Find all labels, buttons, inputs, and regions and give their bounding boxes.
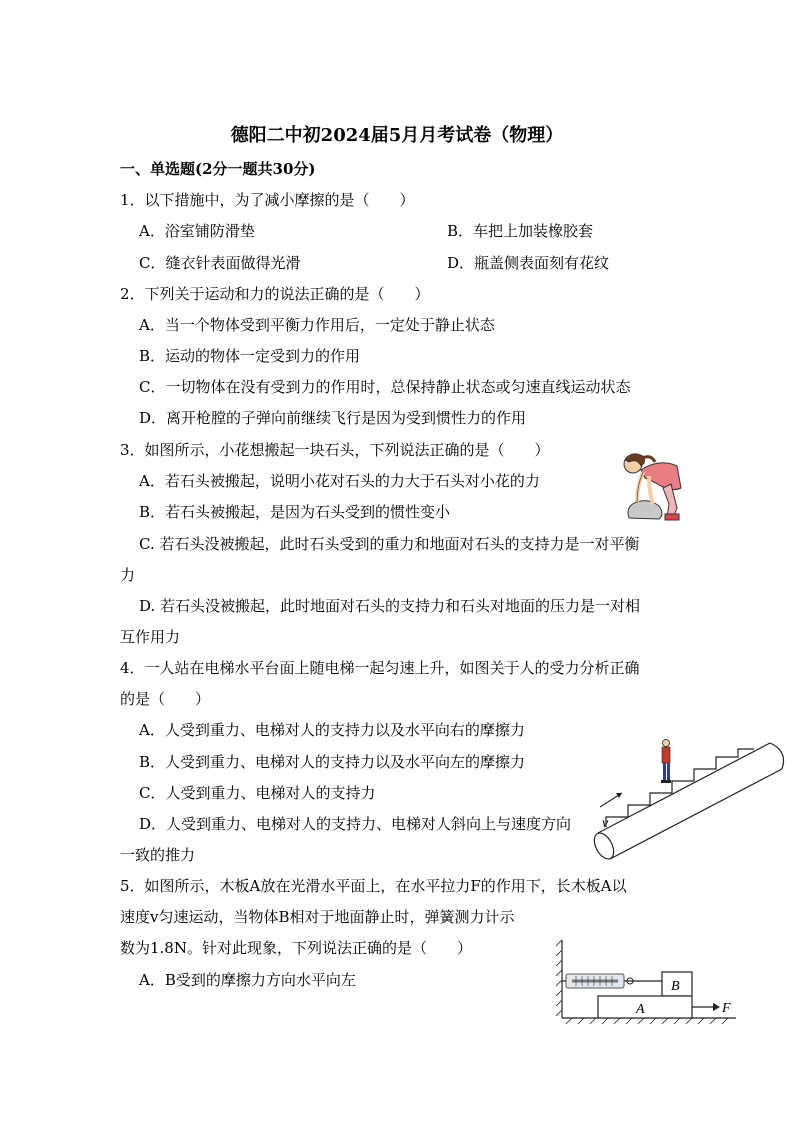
q5-stem-continued-2: 数为1.8N。针对此现象，下列说法正确的是（ ） bbox=[120, 939, 472, 957]
board-a-label: A bbox=[636, 1002, 645, 1017]
q5-stem-continued-1: 速度v匀速运动，当物体B相对于地面静止时，弹簧测力计示 bbox=[120, 908, 515, 926]
q2-option-c[interactable]: C．一切物体在没有受到力的作用时，总保持静止状态或匀速直线运动状态 bbox=[139, 378, 631, 396]
q2-stem: 2．下列关于运动和力的说法正确的是（ ） bbox=[120, 285, 430, 303]
q3-option-d-continued: 互作用力 bbox=[120, 628, 181, 646]
q3-stem: 3．如图所示，小花想搬起一块石头，下列说法正确的是（ ） bbox=[120, 441, 550, 459]
q4-stem: 4．一人站在电梯水平台面上随电梯一起匀速上升，如图关于人的受力分析正确 bbox=[120, 659, 640, 677]
q2-option-b[interactable]: B．运动的物体一定受到力的作用 bbox=[139, 347, 361, 365]
girl-lifting-stone-figure bbox=[615, 448, 687, 524]
q4-option-b[interactable]: B．人受到重力、电梯对人的支持力以及水平向左的摩擦力 bbox=[139, 753, 526, 771]
q5-option-a[interactable]: A．B受到的摩擦力方向水平向左 bbox=[139, 971, 356, 989]
q3-option-c-continued: 力 bbox=[120, 566, 136, 584]
velocity-label: v bbox=[602, 816, 609, 831]
exam-title: 德阳二中初2024届5月月考试卷（物理） bbox=[230, 125, 564, 146]
q2-option-a[interactable]: A．当一个物体受到平衡力作用后，一定处于静止状态 bbox=[139, 316, 495, 334]
q1-option-d[interactable]: D．瓶盖侧表面刻有花纹 bbox=[447, 254, 610, 272]
q4-option-a[interactable]: A．人受到重力、电梯对人的支持力以及水平向右的摩擦力 bbox=[139, 721, 525, 739]
q3-option-b[interactable]: B．若石头被搬起，是因为石头受到的惯性变小 bbox=[139, 503, 451, 521]
q4-option-d[interactable]: D．人受到重力、电梯对人的支持力、电梯对人斜向上与速度方向 bbox=[139, 815, 572, 833]
q1-option-a[interactable]: A．浴室铺防滑垫 bbox=[139, 222, 255, 240]
q5-stem: 5．如图所示，木板A放在光滑水平面上，在水平拉力F的作用下，长木板A以 bbox=[120, 877, 627, 895]
q1-option-c[interactable]: C．缝衣针表面做得光滑 bbox=[139, 254, 301, 272]
section-heading: 一、单选题(2分一题共30分) bbox=[120, 160, 316, 178]
escalator-figure bbox=[588, 735, 788, 865]
q3-option-d[interactable]: D. 若石头没被搬起，此时地面对石头的支持力和石头对地面的压力是一对相 bbox=[139, 597, 641, 615]
q1-option-b[interactable]: B．车把上加装橡胶套 bbox=[447, 222, 594, 240]
q3-option-c[interactable]: C. 若石头没被搬起，此时石头受到的重力和地面对石头的支持力是一对平衡 bbox=[139, 535, 640, 553]
spring-scale-blocks-figure bbox=[556, 936, 742, 1026]
q4-option-c[interactable]: C．人受到重力、电梯对人的支持力 bbox=[139, 784, 376, 802]
q2-option-d[interactable]: D．离开枪膛的子弹向前继续飞行是因为受到惯性力的作用 bbox=[139, 409, 527, 427]
q4-stem-continued: 的是（ ） bbox=[120, 690, 211, 708]
q1-stem: 1．以下措施中，为了减小摩擦的是（ ） bbox=[120, 191, 415, 209]
force-label: F bbox=[722, 1001, 731, 1016]
q4-option-d-continued: 一致的推力 bbox=[120, 846, 196, 864]
block-b-label: B bbox=[671, 979, 680, 994]
q3-option-a[interactable]: A．若石头被搬起，说明小花对石头的力大于石头对小花的力 bbox=[139, 472, 540, 490]
